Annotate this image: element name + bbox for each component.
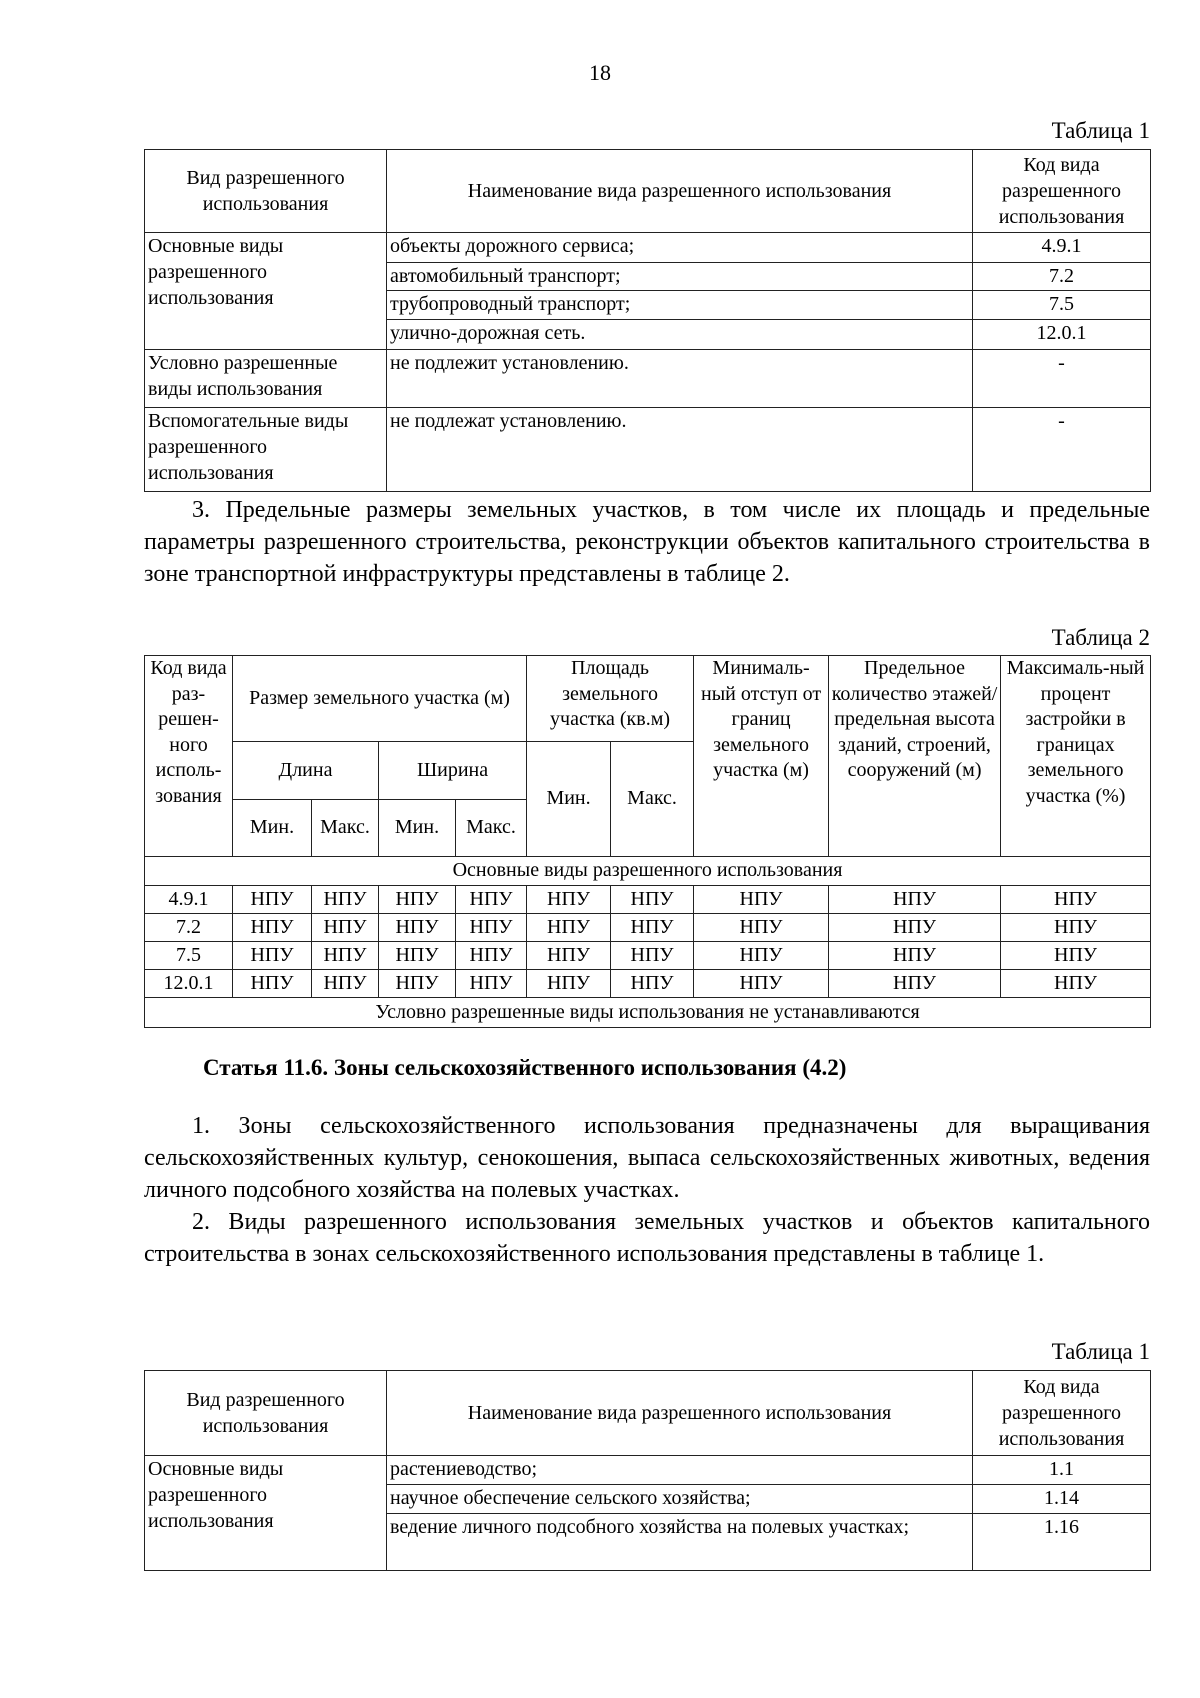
header-cell: Наименование вида разрешенного использования bbox=[387, 1371, 973, 1456]
row-value: НПУ bbox=[312, 914, 379, 942]
header-width-min: Мин. bbox=[379, 800, 456, 857]
row-value: НПУ bbox=[611, 914, 694, 942]
row-value: НПУ bbox=[379, 914, 456, 942]
paragraph-3 bbox=[144, 494, 1150, 590]
row-value: НПУ bbox=[694, 886, 829, 914]
header-size: Размер земельного участка (м) bbox=[233, 656, 527, 742]
row-value: НПУ bbox=[829, 942, 1001, 970]
header-area-max: Макс. bbox=[611, 742, 694, 857]
group-label: Основные виды разрешенного использования bbox=[145, 1456, 387, 1571]
row-value: НПУ bbox=[611, 942, 694, 970]
section-conditional: Условно разрешенные виды использования не устанавливаются bbox=[145, 998, 1151, 1028]
header-cell: Наименование вида разрешенного использования bbox=[387, 150, 973, 233]
row-value: НПУ bbox=[1001, 942, 1151, 970]
use-name: растениеводство; bbox=[387, 1456, 973, 1485]
use-code: 1.14 bbox=[973, 1485, 1151, 1514]
row-value: НПУ bbox=[1001, 914, 1151, 942]
row-value: НПУ bbox=[456, 942, 527, 970]
header-width-max: Макс. bbox=[456, 800, 527, 857]
article-paragraph-1: 1. Зоны сельскохозяйственного использования предназначены для выращивания сельскохозяйственных культур, сенокошения, выпаса сельскохозяйственных животных, ведения личного подсобного хозяйства на полевых участках. bbox=[144, 1113, 1150, 1203]
table2-caption: Таблица 2 bbox=[1051, 625, 1150, 650]
row-value: НПУ bbox=[1001, 886, 1151, 914]
row-code: 4.9.1 bbox=[145, 886, 233, 914]
row-value: НПУ bbox=[233, 914, 312, 942]
use-code: 1.1 bbox=[973, 1456, 1151, 1485]
use-code: 7.5 bbox=[973, 291, 1151, 320]
use-name: объекты дорожного сервиса; bbox=[387, 233, 973, 263]
row-value: НПУ bbox=[694, 914, 829, 942]
row-value: НПУ bbox=[312, 970, 379, 998]
header-area: Площадь земельного участка (кв.м) bbox=[527, 656, 694, 742]
header-code: Код вида раз-решен-ного исполь-зования bbox=[145, 656, 233, 857]
row-value: НПУ bbox=[611, 886, 694, 914]
header-length: Длина bbox=[233, 742, 379, 800]
header-cell: Вид разрешенного использования bbox=[145, 1371, 387, 1456]
use-name: не подлежит установлению. bbox=[387, 350, 973, 408]
row-value: НПУ bbox=[694, 970, 829, 998]
paragraph-text: 3. Предельные размеры земельных участков, в том числе их площадь и предельные параметры разрешенного строительства, реконструкции объектов капитального строительства в зоне транспортной инфраструктуры представлены в таблице 2. bbox=[144, 497, 1150, 587]
article-heading: Статья 11.6. Зоны сельскохозяйственного использования (4.2) bbox=[203, 1055, 847, 1080]
row-value: НПУ bbox=[312, 942, 379, 970]
row-value: НПУ bbox=[1001, 970, 1151, 998]
row-value: НПУ bbox=[456, 970, 527, 998]
row-value: НПУ bbox=[456, 886, 527, 914]
use-name: трубопроводный транспорт; bbox=[387, 291, 973, 320]
row-value: НПУ bbox=[829, 886, 1001, 914]
group-label: Вспомогательные виды разрешенного использования bbox=[145, 408, 387, 492]
header-length-min: Мин. bbox=[233, 800, 312, 857]
use-code: - bbox=[973, 408, 1151, 492]
use-code: - bbox=[973, 350, 1151, 408]
use-name: улично-дорожная сеть. bbox=[387, 320, 973, 350]
row-value: НПУ bbox=[233, 942, 312, 970]
row-value: НПУ bbox=[611, 970, 694, 998]
group-label: Основные виды разрешенного использования bbox=[145, 233, 387, 350]
row-value: НПУ bbox=[527, 886, 611, 914]
row-code: 7.2 bbox=[145, 914, 233, 942]
use-code: 1.16 bbox=[973, 1514, 1151, 1571]
header-area-min: Мин. bbox=[527, 742, 611, 857]
header-percent: Максималь-ный процент застройки в границах земельного участка (%) bbox=[1001, 656, 1151, 857]
table1-caption: Таблица 1 bbox=[1051, 118, 1150, 143]
use-code: 12.0.1 bbox=[973, 320, 1151, 350]
use-name: научное обеспечение сельского хозяйства; bbox=[387, 1485, 973, 1514]
table-row bbox=[145, 970, 1151, 998]
group-label: Условно разрешенные виды использования bbox=[145, 350, 387, 408]
section-main: Основные виды разрешенного использования bbox=[145, 857, 1151, 886]
table2 bbox=[144, 655, 1151, 1028]
row-code: 12.0.1 bbox=[145, 970, 233, 998]
use-code: 7.2 bbox=[973, 263, 1151, 291]
use-name: не подлежат установлению. bbox=[387, 408, 973, 492]
use-name: ведение личного подсобного хозяйства на полевых участках; bbox=[387, 1514, 973, 1571]
article-paragraphs bbox=[144, 1110, 1150, 1270]
row-value: НПУ bbox=[379, 942, 456, 970]
header-cell: Код вида разрешенного использования bbox=[973, 1371, 1151, 1456]
table-row bbox=[145, 886, 1151, 914]
header-cell: Вид разрешенного использования bbox=[145, 150, 387, 233]
table-row bbox=[145, 914, 1151, 942]
table3 bbox=[144, 1370, 1151, 1571]
header-setback: Минималь-ный отступ от границ земельного участка (м) bbox=[694, 656, 829, 857]
row-value: НПУ bbox=[379, 886, 456, 914]
table-row bbox=[145, 942, 1151, 970]
header-floors: Предельное количество этажей/ предельная высота зданий, строений, сооружений (м) bbox=[829, 656, 1001, 857]
row-value: НПУ bbox=[694, 942, 829, 970]
header-cell: Код вида разрешенного использования bbox=[973, 150, 1151, 233]
row-code: 7.5 bbox=[145, 942, 233, 970]
header-length-max: Макс. bbox=[312, 800, 379, 857]
table3-caption: Таблица 1 bbox=[1051, 1339, 1150, 1364]
row-value: НПУ bbox=[233, 886, 312, 914]
row-value: НПУ bbox=[527, 942, 611, 970]
row-value: НПУ bbox=[527, 914, 611, 942]
row-value: НПУ bbox=[379, 970, 456, 998]
row-value: НПУ bbox=[829, 914, 1001, 942]
use-code: 4.9.1 bbox=[973, 233, 1151, 263]
header-width: Ширина bbox=[379, 742, 527, 800]
row-value: НПУ bbox=[456, 914, 527, 942]
table1 bbox=[144, 149, 1151, 492]
row-value: НПУ bbox=[312, 886, 379, 914]
article-paragraph-2: 2. Виды разрешенного использования земельных участков и объектов капитального строительства в зонах сельскохозяйственного использования представлены в таблице 1. bbox=[144, 1209, 1150, 1267]
use-name: автомобильный транспорт; bbox=[387, 263, 973, 291]
row-value: НПУ bbox=[829, 970, 1001, 998]
row-value: НПУ bbox=[527, 970, 611, 998]
row-value: НПУ bbox=[233, 970, 312, 998]
page-number: 18 bbox=[589, 60, 611, 85]
